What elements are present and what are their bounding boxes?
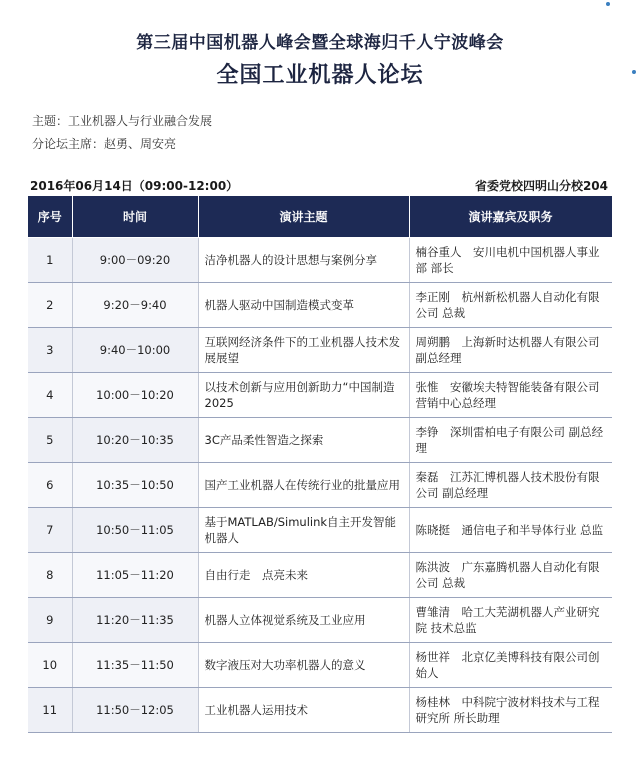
row-topic: 3C产品柔性智造之探索 — [198, 418, 409, 463]
row-time: 9:40－10:00 — [72, 328, 198, 373]
column-header-number: 序号 — [28, 196, 72, 238]
table-row — [28, 463, 612, 508]
session-info — [30, 177, 608, 194]
table-row — [28, 418, 612, 463]
row-number: 11 — [28, 688, 72, 733]
row-time: 11:50－12:05 — [72, 688, 198, 733]
row-time: 11:05－11:20 — [72, 553, 198, 598]
row-speaker: 李正刚 杭州新松机器人自动化有限公司 总裁 — [409, 283, 612, 328]
table-row — [28, 508, 612, 553]
row-number: 7 — [28, 508, 72, 553]
row-topic: 洁净机器人的设计思想与案例分享 — [198, 238, 409, 283]
table-row — [28, 283, 612, 328]
row-topic: 自由行走 点亮未来 — [198, 553, 409, 598]
row-number: 9 — [28, 598, 72, 643]
row-time: 10:50－11:05 — [72, 508, 198, 553]
row-speaker: 李铮 深圳雷柏电子有限公司 副总经理 — [409, 418, 612, 463]
row-speaker: 楠谷重人 安川电机中国机器人事业部 部长 — [409, 238, 612, 283]
row-time: 10:20－10:35 — [72, 418, 198, 463]
row-time: 9:00－09:20 — [72, 238, 198, 283]
row-time: 9:20－9:40 — [72, 283, 198, 328]
row-number: 1 — [28, 238, 72, 283]
forum-theme: 主题：工业机器人与行业融合发展 — [32, 114, 213, 128]
session-venue: 省委党校四明山分校204 — [474, 179, 608, 193]
table-row — [28, 598, 612, 643]
table-row — [28, 553, 612, 598]
row-number: 4 — [28, 373, 72, 418]
row-speaker: 秦磊 江苏汇博机器人技术股份有限公司 副总经理 — [409, 463, 612, 508]
table-row — [28, 238, 612, 283]
schedule-table — [28, 195, 613, 733]
forum-chairs: 分论坛主席：赵勇、周安亮 — [32, 137, 177, 151]
row-speaker: 陈晓挺 通信电子和半导体行业 总监 — [409, 508, 612, 553]
column-header-topic: 演讲主题 — [198, 196, 409, 238]
row-topic: 机器人驱动中国制造模式变革 — [198, 283, 409, 328]
row-speaker: 周朔鹏 上海新时达机器人有限公司副总经理 — [409, 328, 612, 373]
row-number: 8 — [28, 553, 72, 598]
row-topic: 工业机器人运用技术 — [198, 688, 409, 733]
row-time: 11:20－11:35 — [72, 598, 198, 643]
table-row — [28, 643, 612, 688]
table-row — [28, 688, 612, 733]
row-number: 10 — [28, 643, 72, 688]
row-speaker: 杨世祥 北京亿美博科技有限公司创始人 — [409, 643, 612, 688]
page-title-line1: 第三届中国机器人峰会暨全球海归千人宁波峰会 — [136, 33, 504, 53]
row-topic: 机器人立体视觉系统及工业应用 — [198, 598, 409, 643]
decorative-dot — [606, 2, 610, 6]
row-number: 5 — [28, 418, 72, 463]
row-speaker: 陈洪波 广东嘉腾机器人自动化有限公司 总裁 — [409, 553, 612, 598]
row-speaker: 杨桂林 中科院宁波材料技术与工程研究所 所长助理 — [409, 688, 612, 733]
row-speaker: 张惟 安徽埃夫特智能装备有限公司营销中心总经理 — [409, 373, 612, 418]
row-topic: 互联网经济条件下的工业机器人技术发展展望 — [198, 328, 409, 373]
row-number: 6 — [28, 463, 72, 508]
table-row — [28, 373, 612, 418]
column-header-time: 时间 — [72, 196, 198, 238]
column-header-speaker: 演讲嘉宾及职务 — [409, 196, 612, 238]
table-row — [28, 328, 612, 373]
row-time: 11:35－11:50 — [72, 643, 198, 688]
table-header-row — [28, 196, 612, 238]
page-title-line2: 全国工业机器人论坛 — [216, 63, 424, 88]
row-number: 3 — [28, 328, 72, 373]
row-number: 2 — [28, 283, 72, 328]
row-time: 10:00－10:20 — [72, 373, 198, 418]
row-topic: 以技术创新与应用创新助力“中国制造2025 — [198, 373, 409, 418]
row-topic: 基于MATLAB/Simulink自主开发智能机器人 — [198, 508, 409, 553]
row-topic: 数字液压对大功率机器人的意义 — [198, 643, 409, 688]
row-time: 10:35－10:50 — [72, 463, 198, 508]
row-topic: 国产工业机器人在传统行业的批量应用 — [198, 463, 409, 508]
row-speaker: 曹雏清 哈工大芜湖机器人产业研究院 技术总监 — [409, 598, 612, 643]
session-date-time: 2016年06月14日（09:00-12:00） — [30, 179, 239, 193]
